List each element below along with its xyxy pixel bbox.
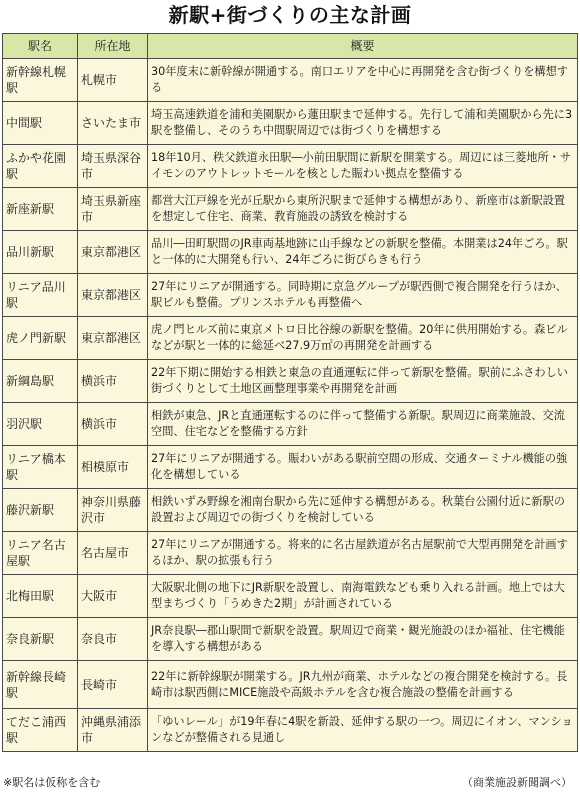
summary-cell: 品川―田町駅間のJR車両基地跡に山手線などの新駅を整備。本開業は24年ごろ。駅と一体的に大開発も行い、24年ごろに街びらきも行う: [148, 231, 578, 274]
summary-cell: 「ゆいレール」が19年春に4駅を新設、延伸する駅の一つ。周辺にイオン、マンションなどが整備される見通し: [148, 709, 578, 752]
header-summary: 概要: [148, 34, 578, 59]
summary-cell: 27年にリニアが開通する。同時期に京急グループが駅西側で複合開発を行うほか、駅ビルも整備。プリンスホテルも再整備へ: [148, 274, 578, 317]
table-header-row: [3, 34, 578, 59]
table-row: [3, 231, 578, 274]
location-cell: 東京都港区: [78, 231, 148, 274]
station-name-cell: 新綱島駅: [3, 360, 78, 403]
station-name-cell: 奈良新駅: [3, 618, 78, 661]
table-row: [3, 446, 578, 489]
summary-cell: 18年10月、秩父鉄道永田駅―小前田駅間に新駅を開業する。周辺には三菱地所・サイモンのアウトレットモールを核とした賑わい拠点を整備する: [148, 145, 578, 188]
table-row: [3, 102, 578, 145]
header-location: 所在地: [78, 34, 148, 59]
table-row: [3, 489, 578, 532]
location-cell: 名古屋市: [78, 532, 148, 575]
location-cell: 埼玉県新座市: [78, 188, 148, 231]
table-row: [3, 661, 578, 709]
summary-cell: JR奈良駅―郡山駅間で新駅を設置。駅周辺で商業・観光施設のほか福祉、住宅機能を導入する構想がある: [148, 618, 578, 661]
table-row: [3, 403, 578, 446]
plans-table: [2, 33, 578, 752]
summary-cell: 22年下期に開始する相鉄と東急の直通運転に伴って新駅を整備。駅前にふさわしい街づくりとして土地区画整理事業や再開発を計画: [148, 360, 578, 403]
table-row: [3, 532, 578, 575]
station-name-cell: 藤沢新駅: [3, 489, 78, 532]
summary-cell: 30年度末に新幹線が開通する。南口エリアを中心に再開発を含む街づくりを構想する: [148, 59, 578, 102]
source-note: （商業施設新聞調べ）: [462, 776, 572, 789]
summary-cell: 相鉄が東急、JRと直通運転するのに伴って整備する新駅。駅周辺に商業施設、交流空間、住宅などを整備する方針: [148, 403, 578, 446]
station-name-cell: てだこ浦西駅: [3, 709, 78, 752]
location-cell: 奈良市: [78, 618, 148, 661]
station-name-cell: 新幹線長崎駅: [3, 661, 78, 709]
header-station-name: 駅名: [3, 34, 78, 59]
station-name-cell: 新座新駅: [3, 188, 78, 231]
location-cell: 沖縄県浦添市: [78, 709, 148, 752]
summary-cell: 27年にリニアが開通する。賑わいがある駅前空間の形成、交通ターミナル機能の強化を構想している: [148, 446, 578, 489]
station-name-cell: 品川新駅: [3, 231, 78, 274]
summary-cell: 相鉄いずみ野線を湘南台駅から先に延伸する構想がある。秋葉台公園付近に新駅の設置および周辺での街づくりを検討している: [148, 489, 578, 532]
summary-cell: 大阪駅北側の地下にJR新駅を設置し、南海電鉄なども乗り入れる計画。地上では大型まちづくり「うめきた2期」が計画されている: [148, 575, 578, 618]
station-name-cell: 虎ノ門新駅: [3, 317, 78, 360]
station-name-cell: 新幹線札幌駅: [3, 59, 78, 102]
location-cell: 長崎市: [78, 661, 148, 709]
summary-cell: 22年に新幹線駅が開業する。JR九州が商業、ホテルなどの複合開発を検討する。長崎市は駅西側にMICE施設や高級ホテルを含む複合施設の整備を計画する: [148, 661, 578, 709]
table-row: [3, 145, 578, 188]
summary-cell: 虎ノ門ヒルズ前に東京メトロ日比谷線の新駅を整備。20年に供用開始する。森ビルなどが駅と一体的に総延べ27.9万㎡の再開発を計画する: [148, 317, 578, 360]
table-row: [3, 618, 578, 661]
station-name-cell: リニア名古屋駅: [3, 532, 78, 575]
station-name-cell: 羽沢駅: [3, 403, 78, 446]
location-cell: 札幌市: [78, 59, 148, 102]
location-cell: 東京都港区: [78, 317, 148, 360]
location-cell: さいたま市: [78, 102, 148, 145]
location-cell: 相模原市: [78, 446, 148, 489]
station-name-cell: リニア品川駅: [3, 274, 78, 317]
table-row: [3, 274, 578, 317]
table-row: [3, 317, 578, 360]
location-cell: 東京都港区: [78, 274, 148, 317]
table-row: [3, 360, 578, 403]
table-row: [3, 59, 578, 102]
table-row: [3, 575, 578, 618]
table-row: [3, 188, 578, 231]
page-title: 新駅+街づくりの主な計画: [168, 3, 412, 27]
location-cell: 横浜市: [78, 360, 148, 403]
station-name-cell: リニア橋本駅: [3, 446, 78, 489]
station-name-cell: 中間駅: [3, 102, 78, 145]
location-cell: 埼玉県深谷市: [78, 145, 148, 188]
summary-cell: 都営大江戸線を光が丘駅から東所沢駅まで延伸する構想があり、新座市は新駅設置を想定して住宅、商業、教育施設の誘致を検討する: [148, 188, 578, 231]
summary-cell: 27年にリニアが開通する。将来的に名古屋鉄道が名古屋駅前で大型再開発を計画するほか、駅の拡張も行う: [148, 532, 578, 575]
table-row: [3, 709, 578, 752]
location-cell: 横浜市: [78, 403, 148, 446]
station-name-cell: 北梅田駅: [3, 575, 78, 618]
location-cell: 大阪市: [78, 575, 148, 618]
summary-cell: 埼玉高速鉄道を浦和美園駅から蓮田駅まで延伸する。先行して浦和美園駅から先に3駅を整備し、そのうち中間駅周辺では街づくりを構想する: [148, 102, 578, 145]
footnote: ※駅名は仮称を含む: [3, 776, 101, 789]
location-cell: 神奈川県藤沢市: [78, 489, 148, 532]
station-name-cell: ふかや花園駅: [3, 145, 78, 188]
